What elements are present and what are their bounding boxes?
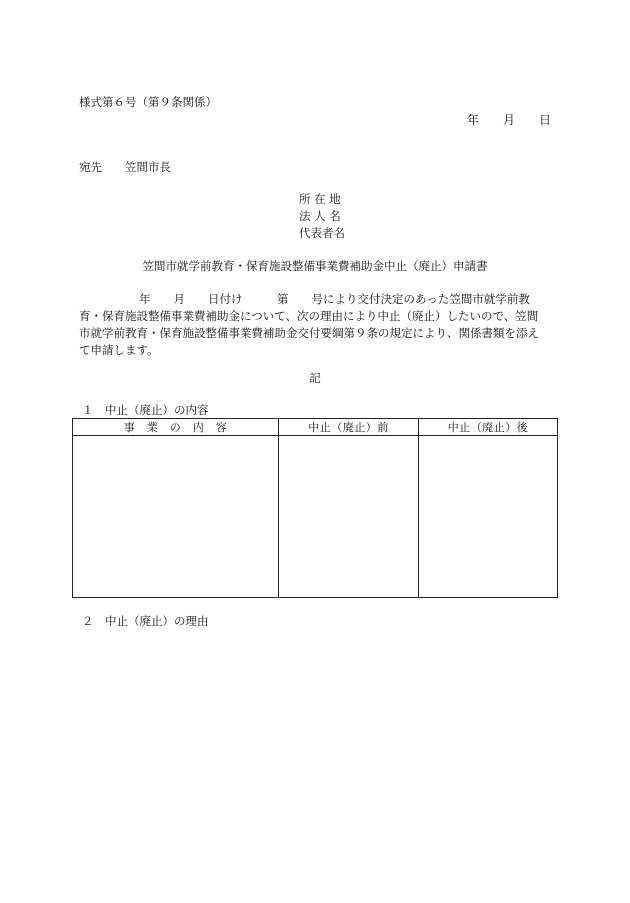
table-row (73, 436, 558, 598)
body-line-1: 年 月 日付け 第 号により交付決定のあった笠間市就学前教 (139, 292, 530, 306)
body-line-4: て申請します。 (79, 343, 159, 357)
address-label: 所 在 地 (299, 192, 341, 206)
cell-before[interactable] (279, 436, 419, 598)
cell-business-content[interactable] (73, 436, 279, 598)
addressee: 宛先 笠間市長 (79, 160, 171, 174)
date-line: 年 月 日 (466, 113, 551, 127)
body-paragraph (79, 291, 554, 359)
body-line-3: 市就学前教育・保育施設整備事業費補助金交付要綱第９条の規定により、関係書類を添え (79, 326, 539, 340)
header-after: 中止（廃止）後 (419, 419, 558, 436)
corp-name-label: 法 人 名 (299, 209, 341, 223)
body-line-2: 育・保育施設整備事業費補助金について、次の理由により中止（廃止）したいので、笠間 (79, 309, 539, 323)
header-business-content: 事 業 の 内 容 (73, 419, 279, 436)
section2-heading: ２ 中止（廃止）の理由 (82, 614, 209, 628)
section1-heading: １ 中止（廃止）の内容 (82, 403, 209, 417)
cell-after[interactable] (419, 436, 558, 598)
header-before: 中止（廃止）前 (279, 419, 419, 436)
table-header-row (73, 419, 558, 436)
document-title: 笠間市就学前教育・保育施設整備事業費補助金中止（廃止）申請書 (142, 259, 488, 273)
ki-label: 記 (309, 371, 321, 385)
representative-label: 代表者名 (299, 226, 345, 240)
form-number: 様式第６号（第９条関係） (79, 95, 217, 109)
content-table (72, 418, 558, 598)
